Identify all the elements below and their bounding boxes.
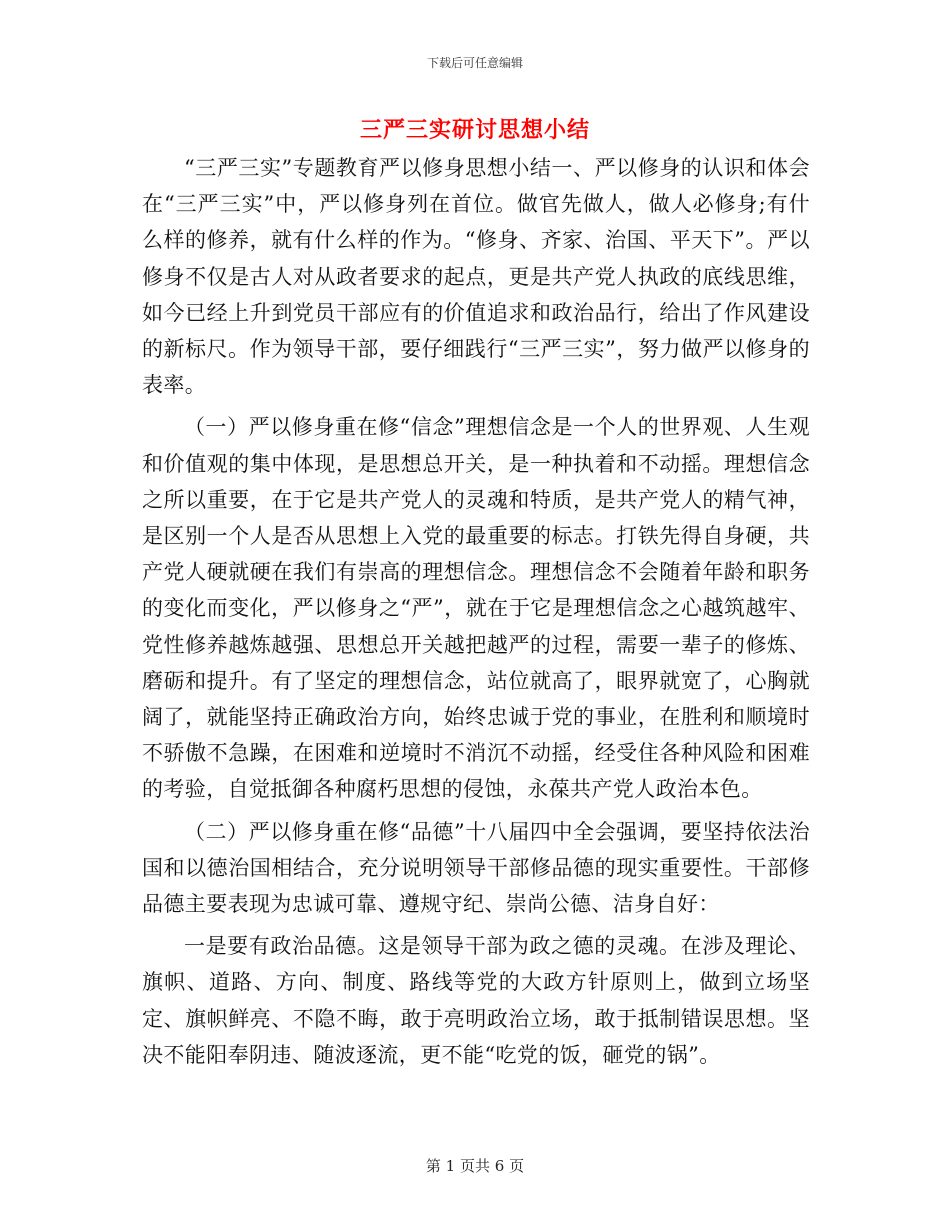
- paragraph-political-virtue: 一是要有政治品德。这是领导干部为政之德的灵魂。在涉及理论、旗帜、道路、方向、制度、路线等党的大政方针原则上，做到立场坚定、旗帜鲜亮、不隐不晦，敢于亮明政治立场，敢于抵制错误思想。坚决不能阳奉阴违、随波逐流，更不能“吃党的饭，砸党的锅”。: [142, 934, 810, 1067]
- page-footer: 第 1 页共 6 页: [425, 1157, 525, 1175]
- document-body: [142, 150, 810, 1079]
- paragraph-section-1: （一）严以修身重在修“信念”理想信念是一个人的世界观、人生观和价值观的集中体现，是思想总开关，是一种执着和不动摇。理想信念之所以重要，在于它是共产党人的灵魂和特质，是共产党人的精气神，是区别一个人是否从思想上入党的最重要的标志。打铁先得自身硬，共产党人硬就硬在我们有崇高的理想信念。理想信念不会随着年龄和职务的变化而变化，严以修身之“严”，就在于它是理想信念之心越筑越牢、党性修养越炼越强、思想总开关越把越严的过程，需要一辈子的修炼、磨砺和提升。有了坚定的理想信念，站位就高了，眼界就宽了，心胸就阔了，就能坚持正确政治方向，始终忠诚于党的事业，在胜利和顺境时不骄傲不急躁，在困难和逆境时不消沉不动摇，经受住各种风险和困难的考验，自觉抵御各种腐朽思想的侵蚀，永葆共产党人政治本色。: [142, 415, 810, 802]
- document-title: 三严三实研讨思想小结: [359, 117, 590, 143]
- page-header: 下载后可任意编辑: [426, 56, 523, 70]
- paragraph-intro: “三严三实”专题教育严以修身思想小结一、严以修身的认识和体会在“三严三实”中，严以修身列在首位。做官先做人，做人必修身;有什么样的修养，就有什么样的作为。“修身、齐家、治国、平天下”。严以修身不仅是古人对从政者要求的起点，更是共产党人执政的底线思维，如今已经上升到党员干部应有的价值追求和政治品行，给出了作风建设的新标尺。作为领导干部，要仔细践行“三严三实”，努力做严以修身的表率。: [142, 156, 810, 398]
- paragraph-section-2: （二）严以修身重在修“品德”十八届四中全会强调，要坚持依法治国和以德治国相结合，充分说明领导干部修品德的现实重要性。干部修品德主要表现为忠诚可靠、遵规守纪、崇尚公德、洁身自好：: [142, 819, 810, 917]
